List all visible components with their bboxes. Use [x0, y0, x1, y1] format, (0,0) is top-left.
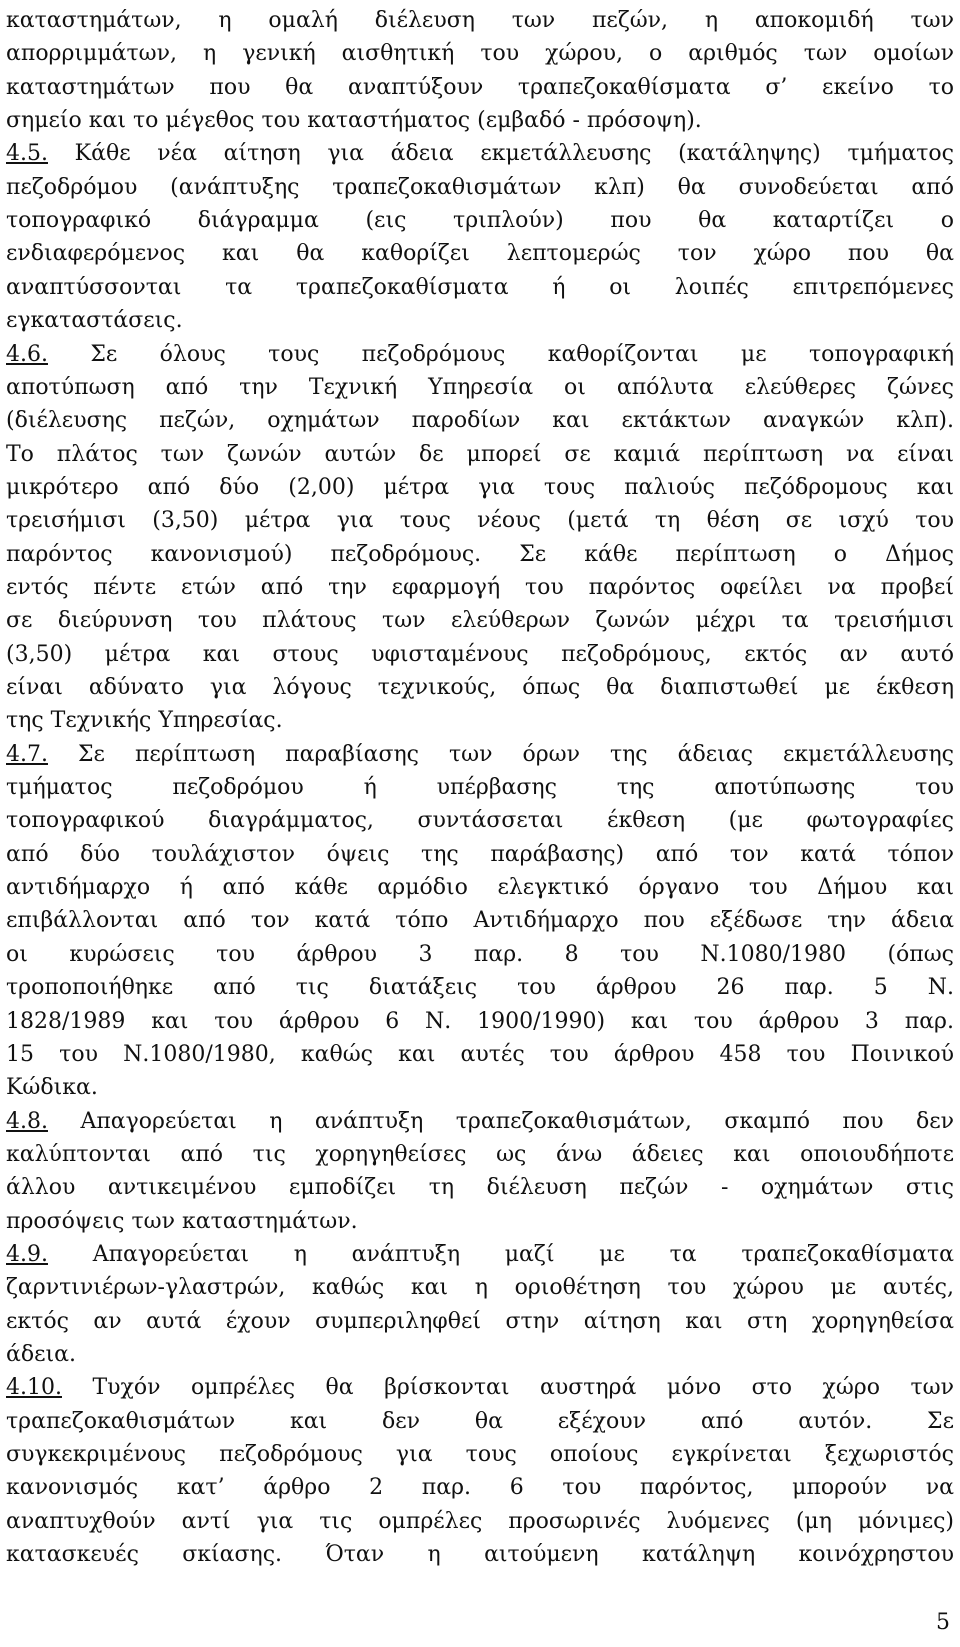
text-line	[6, 438, 954, 472]
text-line	[6, 1105, 954, 1139]
section-number: 4.9.	[6, 1241, 48, 1267]
line-text: της Τεχνικής Υπηρεσίας.	[6, 708, 283, 734]
line-text: τμήματος πεζοδρόμου ή υπέρβασης της αποτύπωσης του	[6, 775, 954, 801]
text-line	[6, 1505, 954, 1539]
line-text: Κώδικα.	[6, 1075, 98, 1101]
line-text: άδεια.	[6, 1342, 76, 1367]
text-line	[6, 1138, 954, 1172]
text-line	[6, 838, 954, 872]
text-line	[6, 304, 954, 338]
line-text: Το πλάτος των ζωνών αυτών δε μπορεί σε καμιά περίπτωση να είναι	[6, 441, 954, 467]
text-line	[6, 904, 954, 938]
text-line	[6, 71, 954, 105]
text-line	[6, 271, 954, 305]
text-line	[6, 1438, 954, 1472]
line-text: τοπογραφικό διάγραμμα (εις τριπλούν) που θα καταρτίζει ο	[6, 208, 954, 234]
section-number: 4.10.	[6, 1375, 62, 1401]
line-text: ζαρντινιέρων-γλαστρών, καθώς και η οριοθέτηση του χώρου με αυτές,	[6, 1275, 954, 1301]
text-line	[6, 804, 954, 838]
text-line	[6, 571, 954, 605]
text-line	[6, 1238, 954, 1272]
line-text: καταστημάτων που θα αναπτύξουν τραπεζοκαθίσματα σ’ εκείνο το	[6, 74, 954, 100]
line-text: αναπτυχθούν αντί για τις ομπρέλες προσωρινές λυόμενες (μη μόνιμες)	[6, 1508, 954, 1534]
text-line	[6, 704, 954, 738]
text-line	[6, 137, 954, 171]
line-text: σημείο και το μέγεθος του καταστήματος (εμβαδό - πρόσοψη).	[6, 108, 702, 134]
line-text: Σε όλους τους πεζοδρόμους καθορίζονται με τοπογραφική	[47, 341, 954, 367]
line-text: Απαγορεύεται η ανάπτυξη τραπεζοκαθισμάτων, σκαμπό που δεν	[47, 1108, 954, 1134]
text-line	[6, 971, 954, 1005]
text-line	[6, 1171, 954, 1205]
text-line	[6, 204, 954, 238]
text-line	[6, 604, 954, 638]
line-text: εγκαταστάσεις.	[6, 308, 183, 334]
text-line	[6, 404, 954, 438]
text-line	[6, 1538, 954, 1572]
line-text: από δύο τουλάχιστον όψεις της παράβασης) από τον κατά τόπον	[6, 841, 954, 867]
text-line	[6, 371, 954, 405]
line-text: (3,50) μέτρα και στους υφισταμένους πεζοδρόμους, εκτός αν αυτό	[6, 641, 954, 667]
text-line	[6, 1405, 954, 1439]
line-text: ενδιαφερόμενος και θα καθορίζει λεπτομερώς τον χώρο που θα	[6, 241, 954, 267]
line-text: τρεισήμισι (3,50) μέτρα για τους νέους (μετά τη θέση σε ισχύ του	[6, 508, 954, 534]
text-line	[6, 1071, 954, 1105]
text-line	[6, 1305, 954, 1339]
line-text: Τυχόν ομπρέλες θα βρίσκονται αυστηρά μόνο στο χώρο των	[61, 1375, 954, 1401]
text-line	[6, 1371, 954, 1405]
text-line	[6, 4, 954, 38]
line-text: οι κυρώσεις του άρθρου 3 παρ. 8 του Ν.1080/1980 (όπως	[6, 941, 954, 967]
text-line	[6, 504, 954, 538]
line-text: είναι αδύνατο για λόγους τεχνικούς, όπως θα διαπιστωθεί με έκθεση	[6, 675, 954, 700]
text-line	[6, 338, 954, 372]
text-line	[6, 638, 954, 672]
text-line	[6, 1205, 954, 1239]
text-line	[6, 1038, 954, 1072]
line-text: καλύπτονται από τις χορηγηθείσες ως άνω άδειες και οποιουδήποτε	[6, 1141, 954, 1167]
text-line	[6, 671, 954, 705]
section-number: 4.6.	[6, 341, 48, 367]
text-line	[6, 237, 954, 271]
text-line	[6, 538, 954, 572]
text-line	[6, 871, 954, 905]
text-line	[6, 471, 954, 505]
section-number: 4.7.	[6, 741, 48, 767]
line-text: συγκεκριμένους πεζοδρόμους για τους οποίους εγκρίνεται ξεχωριστός	[6, 1442, 954, 1468]
text-line	[6, 171, 954, 205]
section-number: 4.5.	[6, 141, 48, 167]
line-text: πεζοδρόμου (ανάπτυξης τραπεζοκαθισμάτων κλπ) θα συνοδεύεται από	[6, 174, 954, 200]
text-line	[6, 771, 954, 805]
section-number: 4.8.	[6, 1108, 48, 1134]
line-text: (διέλευσης πεζών, οχημάτων παροδίων και εκτάκτων αναγκών κλπ).	[6, 408, 954, 434]
line-text: Απαγορεύεται η ανάπτυξη μαζί με τα τραπεζοκαθίσματα	[47, 1241, 954, 1267]
text-line	[6, 1271, 954, 1305]
text-line	[6, 37, 954, 71]
line-text: απορριμμάτων, η γενική αισθητική του χώρου, ο αριθμός των ομοίων	[6, 41, 954, 67]
line-text: Σε περίπτωση παραβίασης των όρων της άδειας εκμετάλλευσης	[47, 741, 954, 767]
line-text: τραπεζοκαθισμάτων και δεν θα εξέχουν από αυτόν. Σε	[6, 1408, 954, 1434]
line-text: τροποποιήθηκε από τις διατάξεις του άρθρου 26 παρ. 5 Ν.	[6, 975, 954, 1001]
text-line	[6, 938, 954, 972]
text-line	[6, 1471, 954, 1505]
line-text: αποτύπωση από την Τεχνική Υπηρεσία οι απόλυτα ελεύθερες ζώνες	[6, 374, 954, 400]
text-line	[6, 1338, 954, 1372]
text-line	[6, 1005, 954, 1039]
line-text: κανονισμός κατ’ άρθρο 2 παρ. 6 του παρόντος, μπορούν να	[6, 1475, 954, 1501]
line-text: άλλου αντικειμένου εμποδίζει τη διέλευση πεζών - οχημάτων στις	[6, 1175, 954, 1201]
line-text: Κάθε νέα αίτηση για άδεια εκμετάλλευσης (κατάληψης) τμήματος	[47, 141, 954, 167]
line-text: εκτός αν αυτά έχουν συμπεριληφθεί στην αίτηση και στη χορηγηθείσα	[6, 1308, 954, 1334]
line-text: επιβάλλονται από τον κατά τόπο Αντιδήμαρχο που εξέδωσε την άδεια	[6, 908, 954, 934]
text-line	[6, 738, 954, 772]
line-text: κατασκευές σκίασης. Όταν η αιτούμενη κατάληψη κοινόχρηστου	[6, 1542, 954, 1568]
line-text: αναπτύσσονται τα τραπεζοκαθίσματα ή οι λοιπές επιτρεπόμενες	[6, 274, 954, 300]
line-text: 15 του Ν.1080/1980, καθώς και αυτές του άρθρου 458 του Ποινικού	[6, 1041, 954, 1067]
line-text: 1828/1989 και του άρθρου 6 Ν. 1900/1990) και του άρθρου 3 παρ.	[6, 1008, 954, 1034]
line-text: αντιδήμαρχο ή από κάθε αρμόδιο ελεγκτικό όργανο του Δήμου και	[6, 875, 954, 901]
line-text: μικρότερο από δύο (2,00) μέτρα για τους παλιούς πεζόδρομους και	[6, 474, 954, 500]
line-text: παρόντος κανονισμού) πεζοδρόμους. Σε κάθε περίπτωση ο Δήμος	[6, 541, 954, 567]
line-text: καταστημάτων, η ομαλή διέλευση των πεζών, η αποκομιδή των	[6, 8, 954, 33]
line-text: εντός πέντε ετών από την εφαρμογή του παρόντος οφείλει να προβεί	[6, 574, 954, 600]
text-line	[6, 104, 954, 138]
page-number: 5	[936, 1610, 950, 1635]
line-text: σε διεύρυνση του πλάτους των ελεύθερων ζωνών μέχρι τα τρεισήμισι	[6, 608, 954, 634]
line-text: προσόψεις των καταστημάτων.	[6, 1208, 358, 1234]
line-text: τοπογραφικού διαγράμματος, συντάσσεται έκθεση (με φωτογραφίες	[6, 808, 954, 834]
